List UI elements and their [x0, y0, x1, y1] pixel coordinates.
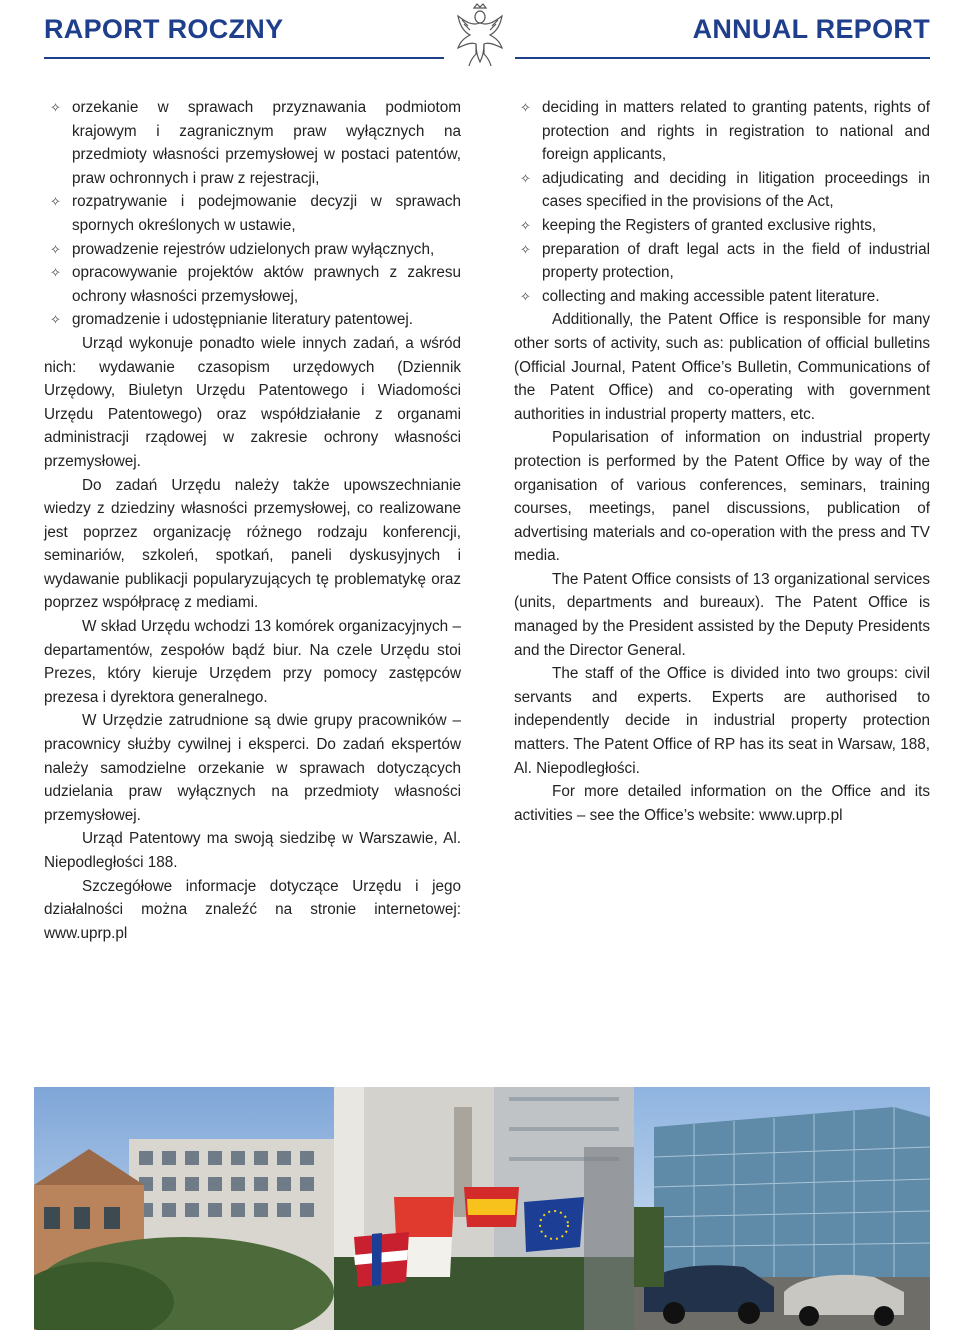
- four-point-star-icon: ✧: [50, 194, 61, 210]
- list-item: ✧ adjudicating and deciding in litigation proceedings in cases specified in the provisions of the Act,: [514, 167, 930, 214]
- paragraph: Urząd wykonuje ponadto wiele innych zadań, a wśród nich: wydawanie czasopism urzędowych (Dziennik Urzędowy, Biuletyn Urzędu Patentowego i Wiadomości Urzędu Patentowego) oraz współdziałanie z organami administracji rządowej w zakresie ochrony własności przemysłowej.: [44, 334, 461, 470]
- list-item: ✧ collecting and making accessible patent literature.: [514, 285, 930, 309]
- paragraph: Do zadań Urzędu należy także upowszechnianie wiedzy z dziedziny własności przemysłowej, co realizowane jest poprzez organizację różnego rodzaju konferencji, seminariów, szkoleń, spotkań, paneli dyskusyjnych i wydawanie publikacji popularyzujących tę problematykę oraz poprzez współpracę z mediami.: [44, 476, 461, 612]
- four-point-star-icon: ✧: [50, 312, 61, 328]
- four-point-star-icon: ✧: [50, 241, 61, 257]
- four-point-star-icon: ✧: [520, 241, 531, 257]
- list-item: ✧ prowadzenie rejestrów udzielonych praw wyłącznych,: [44, 238, 461, 262]
- english-text-column: [514, 96, 930, 827]
- paragraph: The staff of the Office is divided into two groups: civil servants and experts. Experts are authorised to independently decide in industrial property protection matters. The Patent Office of RP has its seat in Warsaw, 188, Al. Niepodległości.: [514, 665, 930, 777]
- four-point-star-icon: ✧: [520, 170, 531, 186]
- paragraph: The Patent Office consists of 13 organizational services (units, departments and bureaux). The Patent Office is managed by the President assisted by the Deputy Presidents and the Director General.: [514, 570, 930, 659]
- paragraph: Szczegółowe informacje dotyczące Urzędu i jego działalności można znaleźć na stronie internetowej: www.uprp.pl: [44, 877, 461, 942]
- header-rule-left: [44, 57, 444, 59]
- four-point-star-icon: ✧: [50, 100, 61, 115]
- polish-task-list: [44, 96, 461, 332]
- four-point-star-icon: ✧: [520, 100, 531, 115]
- header-title-english: ANNUAL REPORT: [692, 14, 930, 44]
- four-point-star-icon: ✧: [520, 288, 531, 304]
- polish-eagle-emblem-icon: [452, 2, 508, 68]
- header-rule-right: [515, 57, 930, 59]
- paragraph: Additionally, the Patent Office is responsible for many other sorts of activity, such as: publication of official bulletins (Official Journal, Patent Office’s Bulletin, Communications of the Patent Office) and co-operating with government authorities in industrial property matters, etc.: [514, 311, 930, 423]
- list-item: ✧ keeping the Registers of granted exclusive rights,: [514, 214, 930, 238]
- four-point-star-icon: ✧: [50, 265, 61, 281]
- paragraph: Popularisation of information on industrial property protection is performed by the Patent Office by way of the organisation of various conferences, seminars, training courses, meetings, panel discussions, publication of advertising materials and co-operation with the press and TV media.: [514, 429, 930, 565]
- paragraph: Urząd Patentowy ma swoją siedzibę w Warszawie, Al. Niepodległości 188.: [44, 830, 461, 871]
- paragraph: W Urzędzie zatrudnione są dwie grupy pracowników – pracownicy służby cywilnej i eksperci. Do zadań ekspertów należy samodzielne orzekanie w sprawach dotyczących udzielania praw wyłącznych na przedmioty własności przemysłowej.: [44, 712, 461, 824]
- four-point-star-icon: ✧: [520, 217, 531, 233]
- page-header: [0, 0, 960, 80]
- office-building-photo: [34, 1087, 334, 1330]
- list-item: ✧ preparation of draft legal acts in the field of industrial property protection,: [514, 238, 930, 285]
- photo-strip: [34, 1087, 930, 1330]
- paragraph: For more detailed information on the Office and its activities – see the Office’s website: www.uprp.pl: [514, 783, 930, 824]
- list-item: ✧ opracowywanie projektów aktów prawnych z zakresu ochrony własności przemysłowej,: [44, 261, 461, 308]
- polish-text-column: [44, 96, 461, 945]
- list-item: ✧ gromadzenie i udostępnianie literatury patentowej.: [44, 308, 461, 332]
- glass-building-cars-photo: [634, 1087, 930, 1330]
- english-task-list: [514, 96, 930, 308]
- paragraph: W skład Urzędu wchodzi 13 komórek organizacyjnych – departamentów, zespołów bądź biur. Na czele Urzędu stoi Prezes, który kieruje Urzędem przy pomocy zastępców prezesa i dyrektora generalnego.: [44, 618, 461, 706]
- list-item: ✧ orzekanie w sprawach przyznawania podmiotom krajowym i zagranicznym praw wyłącznych na przedmioty własności przemysłowej w postaci patentów, praw ochronnych i praw z rejestracji,: [44, 96, 461, 190]
- header-title-polish: RAPORT ROCZNY: [44, 14, 284, 44]
- list-item: ✧ rozpatrywanie i podejmowanie decyzji w sprawach spornych określonych w ustawie,: [44, 190, 461, 237]
- entrance-flags-photo: [334, 1087, 634, 1330]
- list-item: ✧ deciding in matters related to granting patents, rights of protection and rights in registration to national and foreign applicants,: [514, 96, 930, 167]
